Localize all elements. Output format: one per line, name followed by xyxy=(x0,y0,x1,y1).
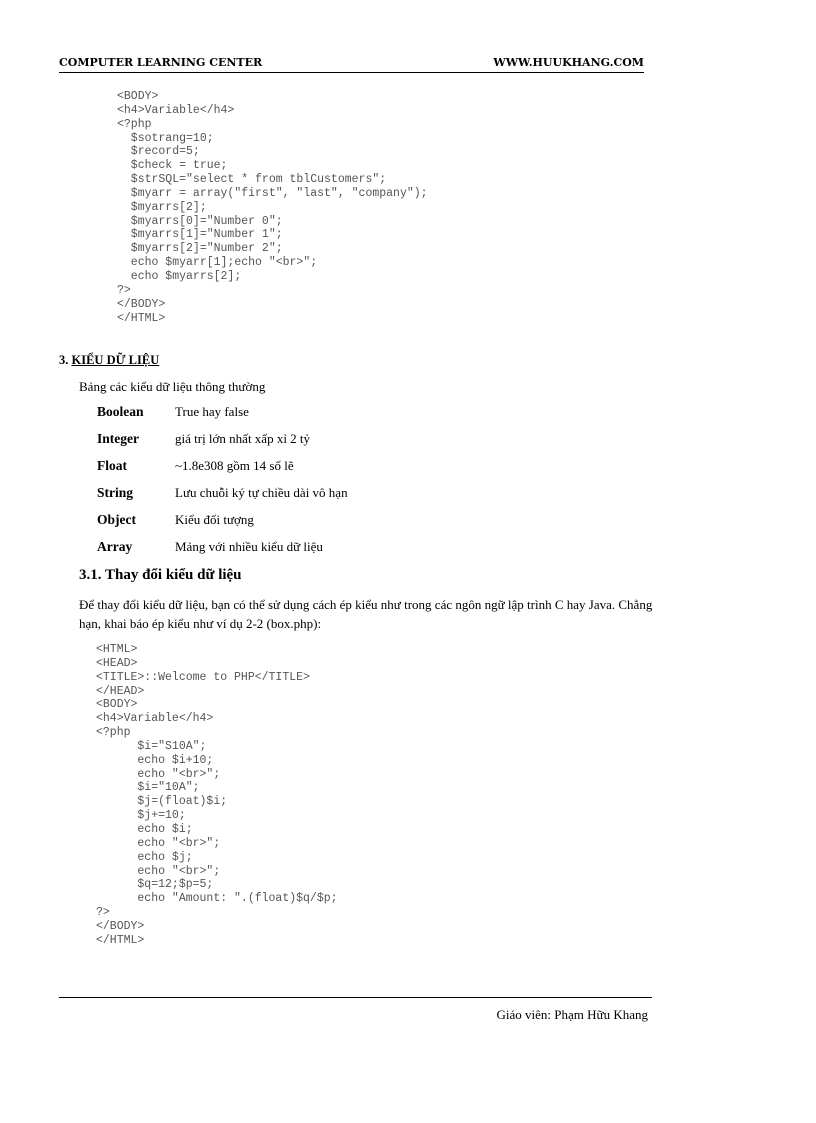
code-line: <?php xyxy=(96,726,131,740)
code-line: $myarrs[2]; xyxy=(117,200,207,214)
code-line: $myarrs[0]="Number 0"; xyxy=(117,214,283,228)
type-name: Object xyxy=(97,512,136,527)
type-name: String xyxy=(97,485,134,500)
code-line: $record=5; xyxy=(117,145,200,159)
code-line: <h4>Variable</h4> xyxy=(96,712,214,726)
footer-teacher: Giáo viên: Phạm Hữu Khang xyxy=(496,1007,648,1022)
code-line: echo "<br>"; xyxy=(96,767,221,781)
section-intro: Bảng các kiểu dữ liệu thông thường xyxy=(79,379,266,394)
subsection-paragraph: Để thay đổi kiểu dữ liệu, bạn có thể sử dụng cách ép kiểu như trong các ngôn ngữ lập trình C hay Java. Chẳng hạn, khai báo ép kiểu như ví dụ 2-2 (box.php): xyxy=(79,597,653,631)
type-description: Lưu chuỗi ký tự chiều dài vô hạn xyxy=(175,485,348,500)
code-line: <?php xyxy=(117,117,152,131)
code-line: echo "Amount: ".(float)$q/$p; xyxy=(96,892,338,906)
code-line: ?> xyxy=(96,906,110,920)
section-title: KIỂU DỮ LIỆU xyxy=(71,353,160,367)
code-line: ?> xyxy=(117,283,131,297)
code-line: <h4>Variable</h4> xyxy=(117,103,235,117)
code-block-2 xyxy=(96,643,338,948)
type-name: Array xyxy=(97,539,133,554)
code-line: echo $myarr[1];echo "<br>"; xyxy=(117,256,318,270)
code-line: <BODY> xyxy=(96,698,138,712)
type-description: Kiểu đối tượng xyxy=(175,512,254,527)
code-line: echo "<br>"; xyxy=(96,836,221,850)
header-website: WWW.HUUKHANG.COM xyxy=(493,56,644,69)
code-line: echo $i; xyxy=(96,822,193,836)
code-line: </BODY> xyxy=(117,297,166,311)
code-line: echo $i+10; xyxy=(96,753,214,767)
footer-divider xyxy=(59,997,652,998)
code-line: </HEAD> xyxy=(96,684,145,698)
code-line: echo $myarrs[2]; xyxy=(117,269,242,283)
code-line: $j+=10; xyxy=(96,809,186,823)
code-line: $myarr = array("first", "last", "company"); xyxy=(117,186,428,200)
type-description: True hay false xyxy=(175,404,249,419)
section-number: 3. xyxy=(59,353,69,367)
code-line: $i="10A"; xyxy=(96,781,200,795)
code-line: $sotrang=10; xyxy=(117,131,214,145)
code-line: $j=(float)$i; xyxy=(96,795,228,809)
code-line: </HTML> xyxy=(96,933,145,947)
code-line: echo "<br>"; xyxy=(96,864,221,878)
subsection-3-1-heading: 3.1. Thay đổi kiểu dữ liệu xyxy=(79,567,242,583)
code-line: <HEAD> xyxy=(96,656,138,670)
page-header xyxy=(59,56,644,73)
code-line: </HTML> xyxy=(117,311,166,325)
type-name: Boolean xyxy=(97,404,144,419)
code-line: $strSQL="select * from tblCustomers"; xyxy=(117,173,387,187)
code-line: $q=12;$p=5; xyxy=(96,878,214,892)
code-line: $check = true; xyxy=(117,159,228,173)
code-line: $i="S10A"; xyxy=(96,739,207,753)
type-description: giá trị lớn nhất xấp xỉ 2 tỷ xyxy=(175,431,311,446)
code-line: echo $j; xyxy=(96,850,193,864)
type-name: Float xyxy=(97,458,127,473)
code-line: <TITLE>::Welcome to PHP</TITLE> xyxy=(96,670,310,684)
code-line: $myarrs[1]="Number 1"; xyxy=(117,228,283,242)
code-line: <BODY> xyxy=(117,90,159,103)
type-name: Integer xyxy=(97,431,139,446)
code-line: $myarrs[2]="Number 2"; xyxy=(117,242,283,256)
type-description: ~1.8e308 gồm 14 số lẽ xyxy=(175,458,294,473)
code-line: </BODY> xyxy=(96,919,145,933)
header-left-title: COMPUTER LEARNING CENTER xyxy=(59,56,263,69)
code-block-1 xyxy=(117,90,428,325)
code-line: <HTML> xyxy=(96,643,138,656)
type-description: Mảng với nhiều kiểu dữ liệu xyxy=(175,539,323,554)
section-3-heading xyxy=(59,353,159,368)
